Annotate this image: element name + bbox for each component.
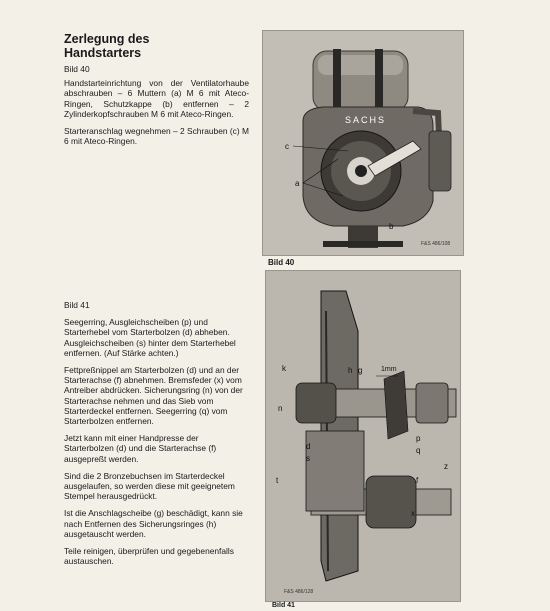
callout-k: k	[282, 364, 286, 373]
figure-40-caption: Bild 40	[268, 258, 295, 267]
section-40-paragraph: Handstarteinrichtung von der Ventilatorhaube abschrauben – 6 Muttern (a) M 6 mit Ateco-Ringen, Schutzkappe (b) entfernen – 2 Zylinderkopfschrauben M 6 mit Ateco-Ringen.	[64, 78, 249, 119]
callout-b: b	[389, 222, 394, 231]
callout-f: f	[416, 476, 419, 485]
callout-d: d	[306, 442, 311, 451]
section-41-label: Bild 41	[64, 300, 90, 310]
dimension-label: 1mm	[381, 366, 397, 373]
section-40-label: Bild 40	[64, 64, 90, 74]
figure-41-caption: Bild 41	[272, 602, 295, 609]
heading-line-1: Zerlegung des	[64, 32, 150, 46]
section-41-text	[64, 300, 249, 573]
section-40-text	[64, 64, 249, 153]
section-41-paragraph: Seegerring, Ausgleichscheiben (p) und Starterhebel vom Starterbolzen (d) abheben. Ausgleichscheiben (s) hinter dem Starterhebel entfernen. (Auf Stärke achten.)	[64, 317, 236, 358]
section-41-paragraph: Jetzt kann mit einer Handpresse der Starterbolzen (d) und die Starterachse (f) ausgepreßt werden.	[64, 433, 217, 464]
figure-40-photo	[262, 30, 464, 256]
section-40-paragraph: Starteranschlag wegnehmen – 2 Schrauben (c) M 6 mit Ateco-Ringen.	[64, 126, 249, 147]
callout-g: g	[358, 366, 363, 375]
heading-line-2: Handstarters	[64, 46, 142, 60]
section-41-paragraph: Teile reinigen, überprüfen und gegebenenfalls austauschen.	[64, 546, 234, 567]
callout-t: t	[276, 476, 279, 485]
callout-a: a	[295, 179, 300, 188]
section-drawing	[266, 271, 460, 601]
engine-illustration	[263, 31, 463, 255]
section-heading	[64, 32, 149, 60]
callout-q: q	[416, 446, 421, 455]
section-41-paragraph: Sind die 2 Bronzebuchsen im Starterdeckel ausgelaufen, so werden diese mit geeignetem Stempel herausgedrückt.	[64, 470, 235, 502]
brand-label: SACHS	[345, 115, 387, 125]
figure-40-stamp: F&S 486/108	[421, 241, 451, 247]
section-41-paragraph: Ist die Anschlagscheibe (g) beschädigt, kann sie nach Entfernen des Sicherungsringes (h) ausgetauscht werden.	[64, 508, 243, 539]
callout-h: h	[348, 366, 353, 375]
callout-z: z	[444, 462, 448, 471]
figure-41-stamp: F&S 486/128	[284, 589, 314, 595]
callout-s: s	[306, 454, 310, 463]
section-41-paragraph: Fettpreßnippel am Starterbolzen (d) und an der Starterachse (f) abnehmen. Bremsfeder (x) vom Antreiber abdrücken. Sicherungsring (n) von der Starterachse nehmen und das Sieb vom Starterdeckel entfernen. Seegerring (q) vom Starterbolzen entfernen.	[64, 365, 243, 427]
callout-x: x	[411, 509, 415, 518]
figure-41-photo	[265, 270, 461, 602]
callout-p: p	[416, 434, 421, 443]
callout-c: c	[285, 142, 289, 151]
callout-n: n	[278, 404, 283, 413]
